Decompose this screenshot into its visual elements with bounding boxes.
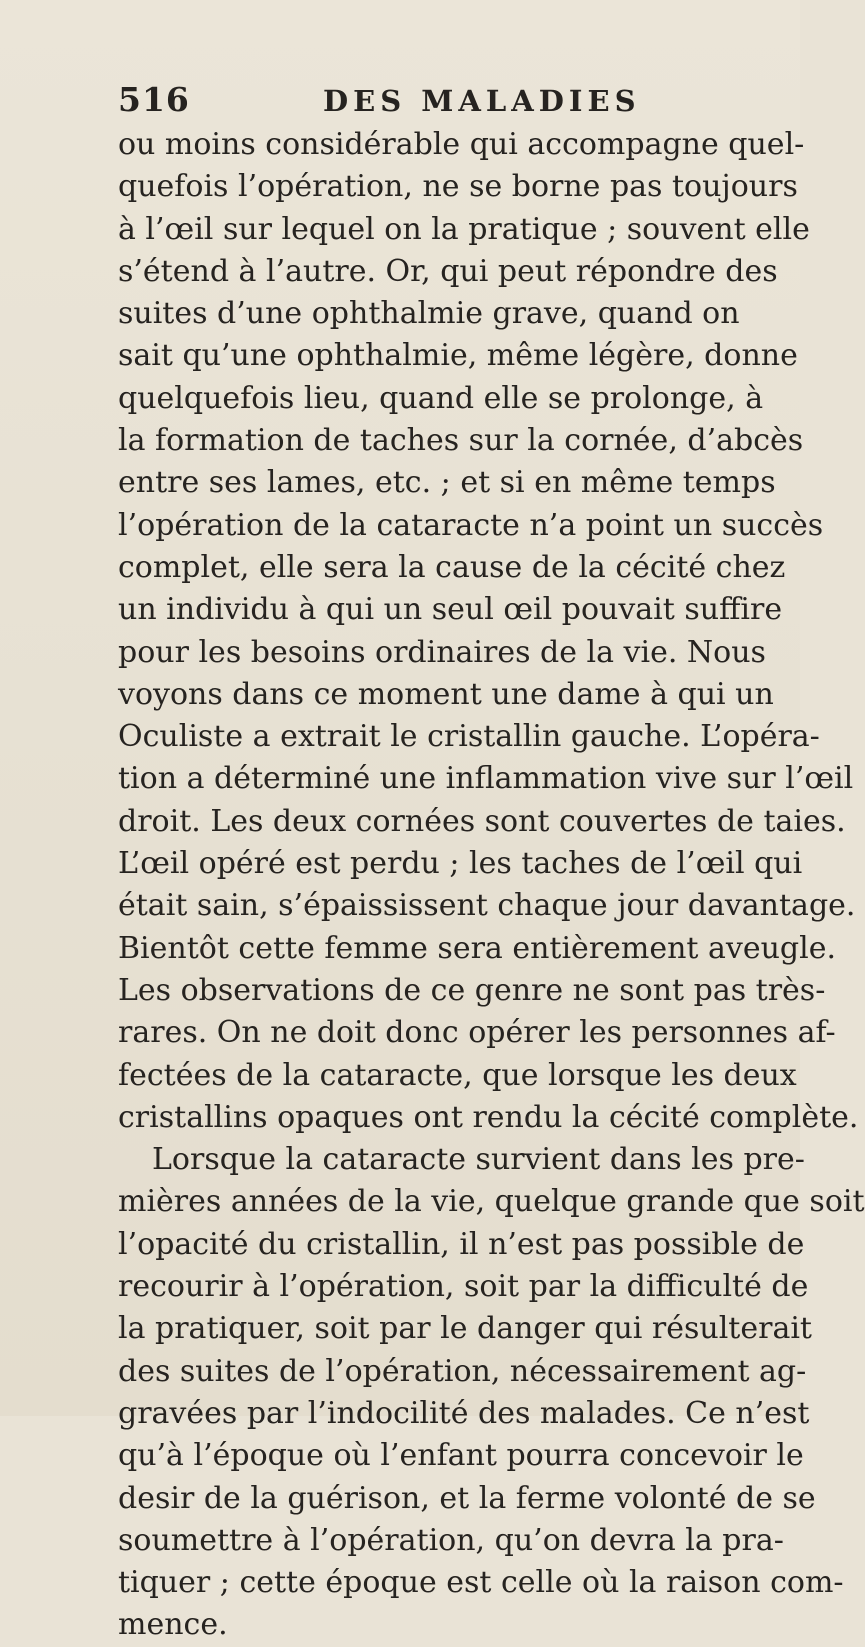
text-line: gravées par l’indocilité des malades. Ce n’est: [118, 1395, 810, 1431]
text-line: mières années de la vie, quelque grande que soit: [118, 1184, 865, 1220]
running-head: DES MALADIES: [323, 84, 641, 118]
text-line: mence.: [118, 1607, 228, 1643]
text-line: à l’œil sur lequel on la pratique ; souvent elle: [118, 211, 810, 247]
text-line: suites d’une ophthalmie grave, quand on: [118, 296, 740, 332]
text-line: l’opacité du cristallin, il n’est pas possible de: [118, 1226, 805, 1262]
page-number: 516: [118, 80, 190, 119]
text-line: voyons dans ce moment une dame à qui un: [118, 676, 774, 712]
text-line: entre ses lames, etc. ; et si en même temps: [118, 465, 776, 501]
text-line: quelquefois lieu, quand elle se prolonge, à: [118, 380, 764, 416]
text-line: desir de la guérison, et la ferme volonté de se: [118, 1480, 816, 1516]
body-text: [118, 124, 865, 1647]
text-line: était sain, s’épaississent chaque jour davantage.: [118, 888, 856, 924]
text-line: la formation de taches sur la cornée, d’abcès: [118, 423, 804, 459]
text-line: un individu à qui un seul œil pouvait suffire: [118, 592, 783, 628]
text-line: Bientôt cette femme sera entièrement aveugle.: [118, 930, 837, 966]
page-header: [118, 80, 718, 124]
text-line: Les observations de ce genre ne sont pas très-: [118, 972, 826, 1008]
text-line: complet, elle sera la cause de la cécité chez: [118, 549, 786, 585]
text-line: quefois l’opération, ne se borne pas toujours: [118, 169, 798, 205]
text-line: qu’à l’époque où l’enfant pourra concevoir le: [118, 1438, 804, 1474]
text-line: la pratiquer, soit par le danger qui résulterait: [118, 1311, 812, 1347]
text-line: des suites de l’opération, nécessairement ag-: [118, 1353, 807, 1389]
text-line: cristallins opaques ont rendu la cécité complète.: [118, 1099, 859, 1135]
text-line: l’opération de la cataracte n’a point un succès: [118, 507, 824, 543]
text-line: s’étend à l’autre. Or, qui peut répondre des: [118, 253, 778, 289]
text-line: fectées de la cataracte, que lorsque les deux: [118, 1057, 797, 1093]
text-line: Oculiste a extrait le cristallin gauche. L’opéra-: [118, 719, 820, 755]
text-line: soumettre à l’opération, qu’on devra la pra-: [118, 1522, 784, 1558]
text-line: recourir à l’opération, soit par la difficulté de: [118, 1269, 809, 1305]
text-line: rares. On ne doit donc opérer les personnes af-: [118, 1015, 836, 1051]
text-line: pour les besoins ordinaires de la vie. Nous: [118, 634, 766, 670]
text-line: tiquer ; cette époque est celle où la raison com-: [118, 1565, 844, 1601]
text-line: L’œil opéré est perdu ; les taches de l’œil qui: [118, 846, 803, 882]
text-line: ou moins considérable qui accompagne quel-: [118, 127, 805, 162]
text-line: Lorsque la cataracte survient dans les pre-: [152, 1142, 805, 1178]
text-line: sait qu’une ophthalmie, même légère, donne: [118, 338, 798, 374]
text-line: droit. Les deux cornées sont couvertes de taies.: [118, 803, 846, 839]
text-line: tion a déterminé une inflammation vive sur l’œil: [118, 761, 854, 797]
